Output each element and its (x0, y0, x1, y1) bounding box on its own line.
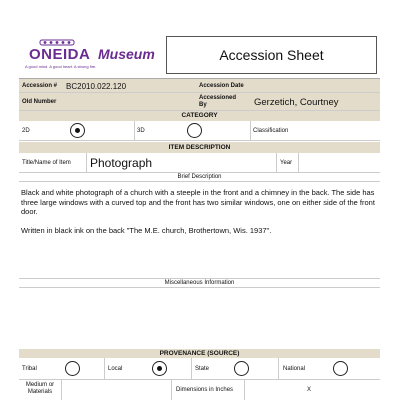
category-2d-label: 2D (22, 128, 30, 134)
title-value[interactable]: Photograph (90, 156, 153, 170)
cell-divider (250, 121, 251, 140)
provenance-heading: PROVENANCE (SOURCE) (19, 349, 380, 358)
cell-divider (61, 380, 62, 400)
cell-divider (244, 380, 245, 400)
provenance-national-radio[interactable] (333, 361, 348, 376)
cell-divider (276, 153, 277, 172)
brief-description-text[interactable] (21, 188, 377, 244)
provenance-local-label: Local (108, 366, 123, 372)
old-number-row (19, 93, 380, 111)
provenance-local-radio[interactable] (152, 361, 167, 376)
oneida-logo (23, 37, 95, 75)
cell-divider (191, 358, 192, 379)
cell-divider (171, 380, 172, 400)
category-3d-label: 3D (137, 128, 145, 134)
provenance-state-label: State (195, 366, 210, 372)
accession-number-label: Accession # (22, 83, 58, 89)
accession-date-label: Accession Date (199, 83, 244, 89)
provenance-national-label: National (283, 366, 306, 372)
old-number-label: Old Number (22, 99, 57, 105)
cell-divider (278, 358, 279, 379)
accession-sheet (19, 32, 380, 400)
misc-info-header (19, 278, 380, 288)
brief-description-paragraph: Black and white photograph of a church with a steeple in the front and a chimney in the back. The side has three large windows with a curved top and the front has two similar windows, one on either side of the front door. (21, 188, 375, 216)
logo-name: ONEIDA (29, 46, 91, 63)
accession-number-value[interactable]: BC2010.022.120 (66, 82, 127, 91)
accessioned-by-label: Accessioned By (199, 95, 237, 108)
accession-row (19, 79, 380, 93)
accessioned-by-value[interactable]: Gerzetich, Courtney (254, 97, 339, 108)
title-label: Title/Name of Item (22, 160, 71, 166)
provenance-tribal-label: Tribal (22, 366, 37, 372)
category-3d-radio[interactable] (187, 123, 202, 138)
year-label: Year (280, 160, 293, 166)
page-title: Accession Sheet (219, 47, 324, 63)
provenance-tribal-radio[interactable] (65, 361, 80, 376)
misc-info-area[interactable] (19, 288, 380, 347)
brief-description-header (19, 173, 380, 182)
item-description-heading: ITEM DESCRIPTION (19, 142, 380, 153)
category-row (19, 121, 380, 141)
brief-description-label: Brief Description (177, 174, 222, 180)
dimensions-label: Dimensions in Inches (176, 387, 234, 393)
materials-row (19, 380, 380, 400)
classification-label: Classification (253, 128, 289, 134)
category-heading: CATEGORY (19, 111, 380, 121)
cell-divider (134, 121, 135, 140)
logo-tagline: A good mind. A good heart. A strong fire. (25, 64, 97, 69)
cell-divider (86, 153, 87, 172)
misc-info-label: Miscellaneous Information (164, 280, 235, 286)
longhouse-icon (39, 37, 75, 46)
title-row (19, 153, 380, 173)
brief-description-paragraph: Written in black ink on the back "The M.E. church, Brothertown, Wis. 1937". (21, 225, 272, 235)
cell-divider (104, 358, 105, 379)
medium-materials-label: Medium or Materials (25, 382, 55, 395)
title-box (166, 36, 377, 74)
provenance-state-radio[interactable] (234, 361, 249, 376)
museum-label: Museum (98, 46, 155, 62)
sheet-header (19, 32, 380, 79)
provenance-row (19, 358, 380, 380)
dimensions-separator: X (307, 387, 312, 393)
category-2d-radio[interactable] (70, 123, 85, 138)
cell-divider (298, 153, 299, 172)
